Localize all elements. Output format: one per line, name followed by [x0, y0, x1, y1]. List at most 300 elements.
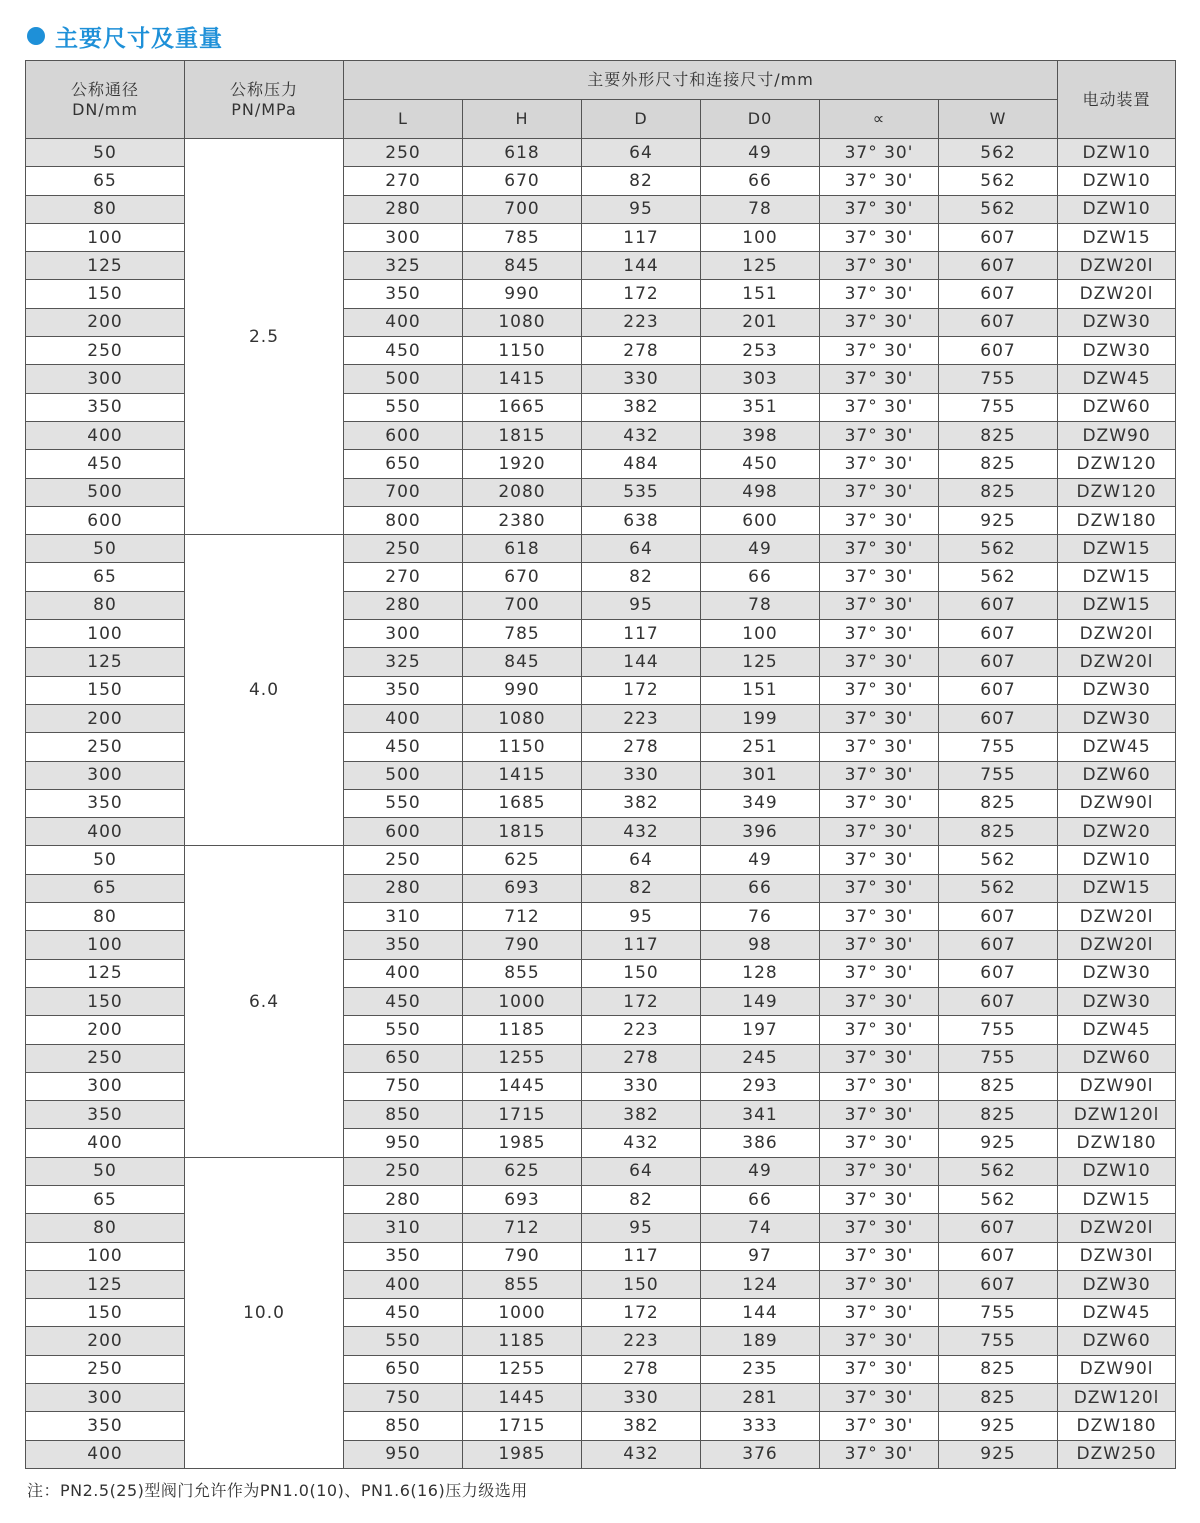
header-col-w: W [939, 100, 1058, 139]
cell-d0: 66 [701, 1185, 820, 1213]
spec-table-body [26, 139, 1176, 1469]
cell-d0: 49 [701, 535, 820, 563]
cell-device: DZW15 [1058, 874, 1176, 902]
table-row [26, 139, 1176, 167]
cell-l: 400 [344, 1270, 463, 1298]
cell-device: DZW10 [1058, 139, 1176, 167]
cell-d0: 450 [701, 450, 820, 478]
cell-d0: 78 [701, 591, 820, 619]
cell-d0: 281 [701, 1384, 820, 1412]
cell-h: 1985 [463, 1129, 582, 1157]
cell-l: 650 [344, 450, 463, 478]
cell-w: 755 [939, 1016, 1058, 1044]
cell-angle: 37° 30' [820, 506, 939, 534]
cell-pn: 6.4 [185, 846, 344, 1157]
cell-w: 755 [939, 365, 1058, 393]
cell-dn: 100 [26, 620, 185, 648]
cell-w: 755 [939, 761, 1058, 789]
cell-h: 1665 [463, 393, 582, 421]
cell-dn: 125 [26, 648, 185, 676]
cell-l: 310 [344, 1214, 463, 1242]
cell-angle: 37° 30' [820, 1384, 939, 1412]
cell-dn: 200 [26, 704, 185, 732]
cell-device: DZW90l [1058, 1072, 1176, 1100]
cell-dn: 250 [26, 1044, 185, 1072]
cell-l: 750 [344, 1072, 463, 1100]
cell-angle: 37° 30' [820, 450, 939, 478]
cell-d0: 351 [701, 393, 820, 421]
cell-d: 95 [582, 1214, 701, 1242]
cell-device: DZW30 [1058, 308, 1176, 336]
cell-d0: 78 [701, 195, 820, 223]
cell-d0: 235 [701, 1355, 820, 1383]
cell-angle: 37° 30' [820, 308, 939, 336]
cell-h: 625 [463, 846, 582, 874]
cell-d: 64 [582, 846, 701, 874]
cell-w: 825 [939, 818, 1058, 846]
cell-w: 925 [939, 506, 1058, 534]
cell-d0: 74 [701, 1214, 820, 1242]
cell-device: DZW120 [1058, 478, 1176, 506]
cell-device: DZW10 [1058, 1157, 1176, 1185]
cell-device: DZW20l [1058, 903, 1176, 931]
cell-h: 1445 [463, 1072, 582, 1100]
header-dims-group: 主要外形尺寸和连接尺寸/mm [344, 61, 1058, 100]
cell-dn: 100 [26, 931, 185, 959]
cell-dn: 300 [26, 1072, 185, 1100]
cell-h: 1815 [463, 421, 582, 449]
cell-angle: 37° 30' [820, 1412, 939, 1440]
cell-d0: 376 [701, 1440, 820, 1468]
cell-d: 330 [582, 761, 701, 789]
cell-w: 607 [939, 931, 1058, 959]
header-col-d: D [582, 100, 701, 139]
cell-w: 562 [939, 1185, 1058, 1213]
cell-l: 550 [344, 393, 463, 421]
cell-h: 1080 [463, 308, 582, 336]
cell-h: 790 [463, 931, 582, 959]
cell-angle: 37° 30' [820, 1072, 939, 1100]
cell-device: DZW20l [1058, 620, 1176, 648]
cell-device: DZW60 [1058, 1327, 1176, 1355]
cell-d: 95 [582, 591, 701, 619]
cell-angle: 37° 30' [820, 393, 939, 421]
cell-d: 117 [582, 620, 701, 648]
cell-d: 64 [582, 139, 701, 167]
header-col-l: L [344, 100, 463, 139]
cell-d: 150 [582, 959, 701, 987]
cell-angle: 37° 30' [820, 987, 939, 1015]
cell-d0: 303 [701, 365, 820, 393]
cell-device: DZW30 [1058, 987, 1176, 1015]
cell-l: 250 [344, 846, 463, 874]
cell-dn: 80 [26, 195, 185, 223]
cell-h: 1255 [463, 1355, 582, 1383]
cell-d0: 398 [701, 421, 820, 449]
cell-l: 850 [344, 1101, 463, 1129]
cell-angle: 37° 30' [820, 903, 939, 931]
cell-d0: 396 [701, 818, 820, 846]
cell-angle: 37° 30' [820, 1101, 939, 1129]
cell-w: 607 [939, 337, 1058, 365]
cell-d: 82 [582, 874, 701, 902]
cell-h: 1685 [463, 789, 582, 817]
cell-d0: 125 [701, 648, 820, 676]
cell-w: 562 [939, 1157, 1058, 1185]
cell-dn: 500 [26, 478, 185, 506]
cell-w: 825 [939, 421, 1058, 449]
cell-d: 117 [582, 931, 701, 959]
cell-dn: 50 [26, 535, 185, 563]
table-row [26, 535, 1176, 563]
cell-l: 400 [344, 959, 463, 987]
cell-d: 278 [582, 337, 701, 365]
cell-d0: 189 [701, 1327, 820, 1355]
cell-h: 1985 [463, 1440, 582, 1468]
cell-d0: 49 [701, 1157, 820, 1185]
cell-l: 650 [344, 1044, 463, 1072]
cell-dn: 400 [26, 421, 185, 449]
cell-w: 825 [939, 450, 1058, 478]
cell-angle: 37° 30' [820, 421, 939, 449]
cell-dn: 250 [26, 1355, 185, 1383]
cell-d0: 341 [701, 1101, 820, 1129]
cell-device: DZW90l [1058, 1355, 1176, 1383]
cell-angle: 37° 30' [820, 365, 939, 393]
cell-l: 300 [344, 223, 463, 251]
cell-d: 382 [582, 393, 701, 421]
header-pn-line2: PN/MPa [231, 99, 297, 119]
cell-d0: 251 [701, 733, 820, 761]
cell-dn: 65 [26, 874, 185, 902]
cell-d0: 124 [701, 1270, 820, 1298]
cell-l: 550 [344, 1016, 463, 1044]
cell-l: 270 [344, 167, 463, 195]
header-pn [185, 61, 344, 139]
cell-w: 607 [939, 620, 1058, 648]
cell-d0: 66 [701, 563, 820, 591]
cell-pn: 2.5 [185, 139, 344, 535]
cell-l: 450 [344, 337, 463, 365]
cell-device: DZW10 [1058, 846, 1176, 874]
cell-l: 750 [344, 1384, 463, 1412]
cell-d: 382 [582, 1412, 701, 1440]
cell-h: 785 [463, 223, 582, 251]
bullet-dot-icon [27, 27, 45, 45]
cell-angle: 37° 30' [820, 846, 939, 874]
cell-h: 1715 [463, 1412, 582, 1440]
cell-h: 1000 [463, 1299, 582, 1327]
cell-w: 562 [939, 139, 1058, 167]
cell-dn: 250 [26, 337, 185, 365]
cell-dn: 200 [26, 1016, 185, 1044]
cell-w: 825 [939, 478, 1058, 506]
cell-device: DZW45 [1058, 1299, 1176, 1327]
cell-w: 755 [939, 1327, 1058, 1355]
cell-dn: 65 [26, 167, 185, 195]
cell-d: 117 [582, 1242, 701, 1270]
header-col-h: H [463, 100, 582, 139]
cell-device: DZW10 [1058, 167, 1176, 195]
cell-w: 607 [939, 676, 1058, 704]
cell-angle: 37° 30' [820, 1440, 939, 1468]
cell-w: 562 [939, 535, 1058, 563]
cell-l: 325 [344, 648, 463, 676]
cell-w: 925 [939, 1129, 1058, 1157]
cell-angle: 37° 30' [820, 1270, 939, 1298]
cell-l: 950 [344, 1440, 463, 1468]
cell-angle: 37° 30' [820, 478, 939, 506]
cell-h: 625 [463, 1157, 582, 1185]
cell-device: DZW45 [1058, 1016, 1176, 1044]
cell-d: 117 [582, 223, 701, 251]
cell-l: 450 [344, 733, 463, 761]
cell-w: 607 [939, 648, 1058, 676]
cell-d0: 76 [701, 903, 820, 931]
cell-h: 2380 [463, 506, 582, 534]
cell-w: 825 [939, 1384, 1058, 1412]
header-col-angle: ∝ [820, 100, 939, 139]
cell-dn: 200 [26, 308, 185, 336]
cell-angle: 37° 30' [820, 620, 939, 648]
cell-l: 325 [344, 252, 463, 280]
cell-device: DZW30 [1058, 337, 1176, 365]
cell-angle: 37° 30' [820, 195, 939, 223]
cell-device: DZW20l [1058, 931, 1176, 959]
cell-h: 1255 [463, 1044, 582, 1072]
cell-dn: 350 [26, 1412, 185, 1440]
cell-device: DZW30l [1058, 1242, 1176, 1270]
cell-d: 223 [582, 704, 701, 732]
cell-l: 450 [344, 1299, 463, 1327]
cell-d0: 49 [701, 846, 820, 874]
spec-table [25, 60, 1176, 1469]
cell-l: 280 [344, 874, 463, 902]
cell-d0: 128 [701, 959, 820, 987]
cell-l: 350 [344, 676, 463, 704]
cell-d: 382 [582, 789, 701, 817]
cell-l: 280 [344, 591, 463, 619]
cell-l: 500 [344, 761, 463, 789]
cell-l: 300 [344, 620, 463, 648]
cell-angle: 37° 30' [820, 1242, 939, 1270]
cell-l: 600 [344, 421, 463, 449]
cell-w: 607 [939, 1214, 1058, 1242]
cell-d0: 49 [701, 139, 820, 167]
cell-w: 755 [939, 733, 1058, 761]
cell-dn: 150 [26, 676, 185, 704]
cell-d: 382 [582, 1101, 701, 1129]
cell-dn: 350 [26, 393, 185, 421]
cell-l: 550 [344, 789, 463, 817]
cell-d: 638 [582, 506, 701, 534]
cell-d: 484 [582, 450, 701, 478]
cell-d0: 253 [701, 337, 820, 365]
cell-d0: 100 [701, 223, 820, 251]
cell-device: DZW10 [1058, 195, 1176, 223]
cell-dn: 80 [26, 903, 185, 931]
cell-h: 1920 [463, 450, 582, 478]
cell-dn: 100 [26, 1242, 185, 1270]
cell-l: 270 [344, 563, 463, 591]
cell-l: 550 [344, 1327, 463, 1355]
cell-d0: 125 [701, 252, 820, 280]
cell-h: 1415 [463, 365, 582, 393]
cell-dn: 150 [26, 987, 185, 1015]
cell-device: DZW180 [1058, 1129, 1176, 1157]
cell-h: 855 [463, 1270, 582, 1298]
cell-d: 64 [582, 1157, 701, 1185]
cell-d: 223 [582, 1016, 701, 1044]
cell-d: 432 [582, 421, 701, 449]
cell-w: 562 [939, 874, 1058, 902]
cell-l: 280 [344, 1185, 463, 1213]
cell-h: 700 [463, 591, 582, 619]
cell-dn: 600 [26, 506, 185, 534]
cell-d: 535 [582, 478, 701, 506]
cell-d0: 498 [701, 478, 820, 506]
section-title [27, 18, 223, 54]
cell-d0: 151 [701, 280, 820, 308]
cell-d: 223 [582, 308, 701, 336]
cell-device: DZW90l [1058, 789, 1176, 817]
cell-angle: 37° 30' [820, 563, 939, 591]
cell-l: 800 [344, 506, 463, 534]
cell-dn: 350 [26, 1101, 185, 1129]
cell-l: 700 [344, 478, 463, 506]
cell-d: 95 [582, 903, 701, 931]
cell-w: 607 [939, 223, 1058, 251]
cell-w: 562 [939, 563, 1058, 591]
cell-d: 144 [582, 252, 701, 280]
cell-dn: 400 [26, 818, 185, 846]
cell-angle: 37° 30' [820, 535, 939, 563]
cell-angle: 37° 30' [820, 874, 939, 902]
cell-l: 400 [344, 704, 463, 732]
cell-h: 700 [463, 195, 582, 223]
cell-angle: 37° 30' [820, 959, 939, 987]
cell-l: 250 [344, 1157, 463, 1185]
cell-angle: 37° 30' [820, 648, 939, 676]
cell-dn: 300 [26, 761, 185, 789]
cell-dn: 200 [26, 1327, 185, 1355]
cell-h: 1815 [463, 818, 582, 846]
cell-angle: 37° 30' [820, 931, 939, 959]
cell-d0: 197 [701, 1016, 820, 1044]
cell-w: 607 [939, 704, 1058, 732]
cell-dn: 150 [26, 280, 185, 308]
cell-pn: 4.0 [185, 535, 344, 846]
cell-w: 607 [939, 1270, 1058, 1298]
cell-d: 172 [582, 987, 701, 1015]
cell-angle: 37° 30' [820, 818, 939, 846]
cell-w: 607 [939, 959, 1058, 987]
cell-angle: 37° 30' [820, 223, 939, 251]
cell-device: DZW120l [1058, 1384, 1176, 1412]
cell-w: 607 [939, 1242, 1058, 1270]
cell-device: DZW250 [1058, 1440, 1176, 1468]
cell-w: 562 [939, 167, 1058, 195]
cell-h: 1080 [463, 704, 582, 732]
cell-pn: 10.0 [185, 1157, 344, 1468]
cell-h: 712 [463, 903, 582, 931]
cell-dn: 80 [26, 1214, 185, 1242]
cell-device: DZW20l [1058, 280, 1176, 308]
cell-d0: 600 [701, 506, 820, 534]
cell-device: DZW15 [1058, 535, 1176, 563]
cell-l: 350 [344, 1242, 463, 1270]
cell-d: 432 [582, 1129, 701, 1157]
table-row [26, 1157, 1176, 1185]
cell-w: 607 [939, 987, 1058, 1015]
cell-dn: 400 [26, 1440, 185, 1468]
cell-angle: 37° 30' [820, 252, 939, 280]
cell-device: DZW180 [1058, 1412, 1176, 1440]
cell-device: DZW20l [1058, 648, 1176, 676]
cell-d0: 333 [701, 1412, 820, 1440]
cell-w: 925 [939, 1440, 1058, 1468]
cell-angle: 37° 30' [820, 704, 939, 732]
cell-device: DZW15 [1058, 563, 1176, 591]
cell-d: 82 [582, 1185, 701, 1213]
cell-w: 562 [939, 195, 1058, 223]
cell-dn: 250 [26, 733, 185, 761]
cell-l: 500 [344, 365, 463, 393]
header-dn [26, 61, 185, 139]
cell-d0: 98 [701, 931, 820, 959]
cell-dn: 65 [26, 563, 185, 591]
cell-h: 618 [463, 535, 582, 563]
cell-device: DZW60 [1058, 1044, 1176, 1072]
cell-w: 607 [939, 280, 1058, 308]
cell-h: 1185 [463, 1016, 582, 1044]
header-pn-line1: 公称压力 [229, 79, 298, 99]
cell-h: 790 [463, 1242, 582, 1270]
cell-l: 310 [344, 903, 463, 931]
cell-angle: 37° 30' [820, 1355, 939, 1383]
cell-h: 1150 [463, 733, 582, 761]
cell-h: 1415 [463, 761, 582, 789]
cell-l: 400 [344, 308, 463, 336]
cell-dn: 300 [26, 365, 185, 393]
cell-h: 618 [463, 139, 582, 167]
cell-d0: 151 [701, 676, 820, 704]
cell-angle: 37° 30' [820, 139, 939, 167]
cell-dn: 125 [26, 1270, 185, 1298]
cell-h: 1000 [463, 987, 582, 1015]
cell-w: 755 [939, 1299, 1058, 1327]
cell-d: 64 [582, 535, 701, 563]
cell-angle: 37° 30' [820, 733, 939, 761]
cell-angle: 37° 30' [820, 1129, 939, 1157]
cell-w: 607 [939, 591, 1058, 619]
cell-h: 990 [463, 280, 582, 308]
cell-d0: 386 [701, 1129, 820, 1157]
cell-l: 250 [344, 139, 463, 167]
cell-angle: 37° 30' [820, 337, 939, 365]
cell-h: 693 [463, 1185, 582, 1213]
cell-dn: 125 [26, 959, 185, 987]
cell-d: 172 [582, 280, 701, 308]
header-dn-line2: DN/mm [72, 99, 138, 119]
cell-h: 1445 [463, 1384, 582, 1412]
cell-d: 82 [582, 563, 701, 591]
cell-h: 712 [463, 1214, 582, 1242]
cell-dn: 50 [26, 139, 185, 167]
cell-dn: 400 [26, 1129, 185, 1157]
cell-device: DZW30 [1058, 959, 1176, 987]
cell-l: 450 [344, 987, 463, 1015]
